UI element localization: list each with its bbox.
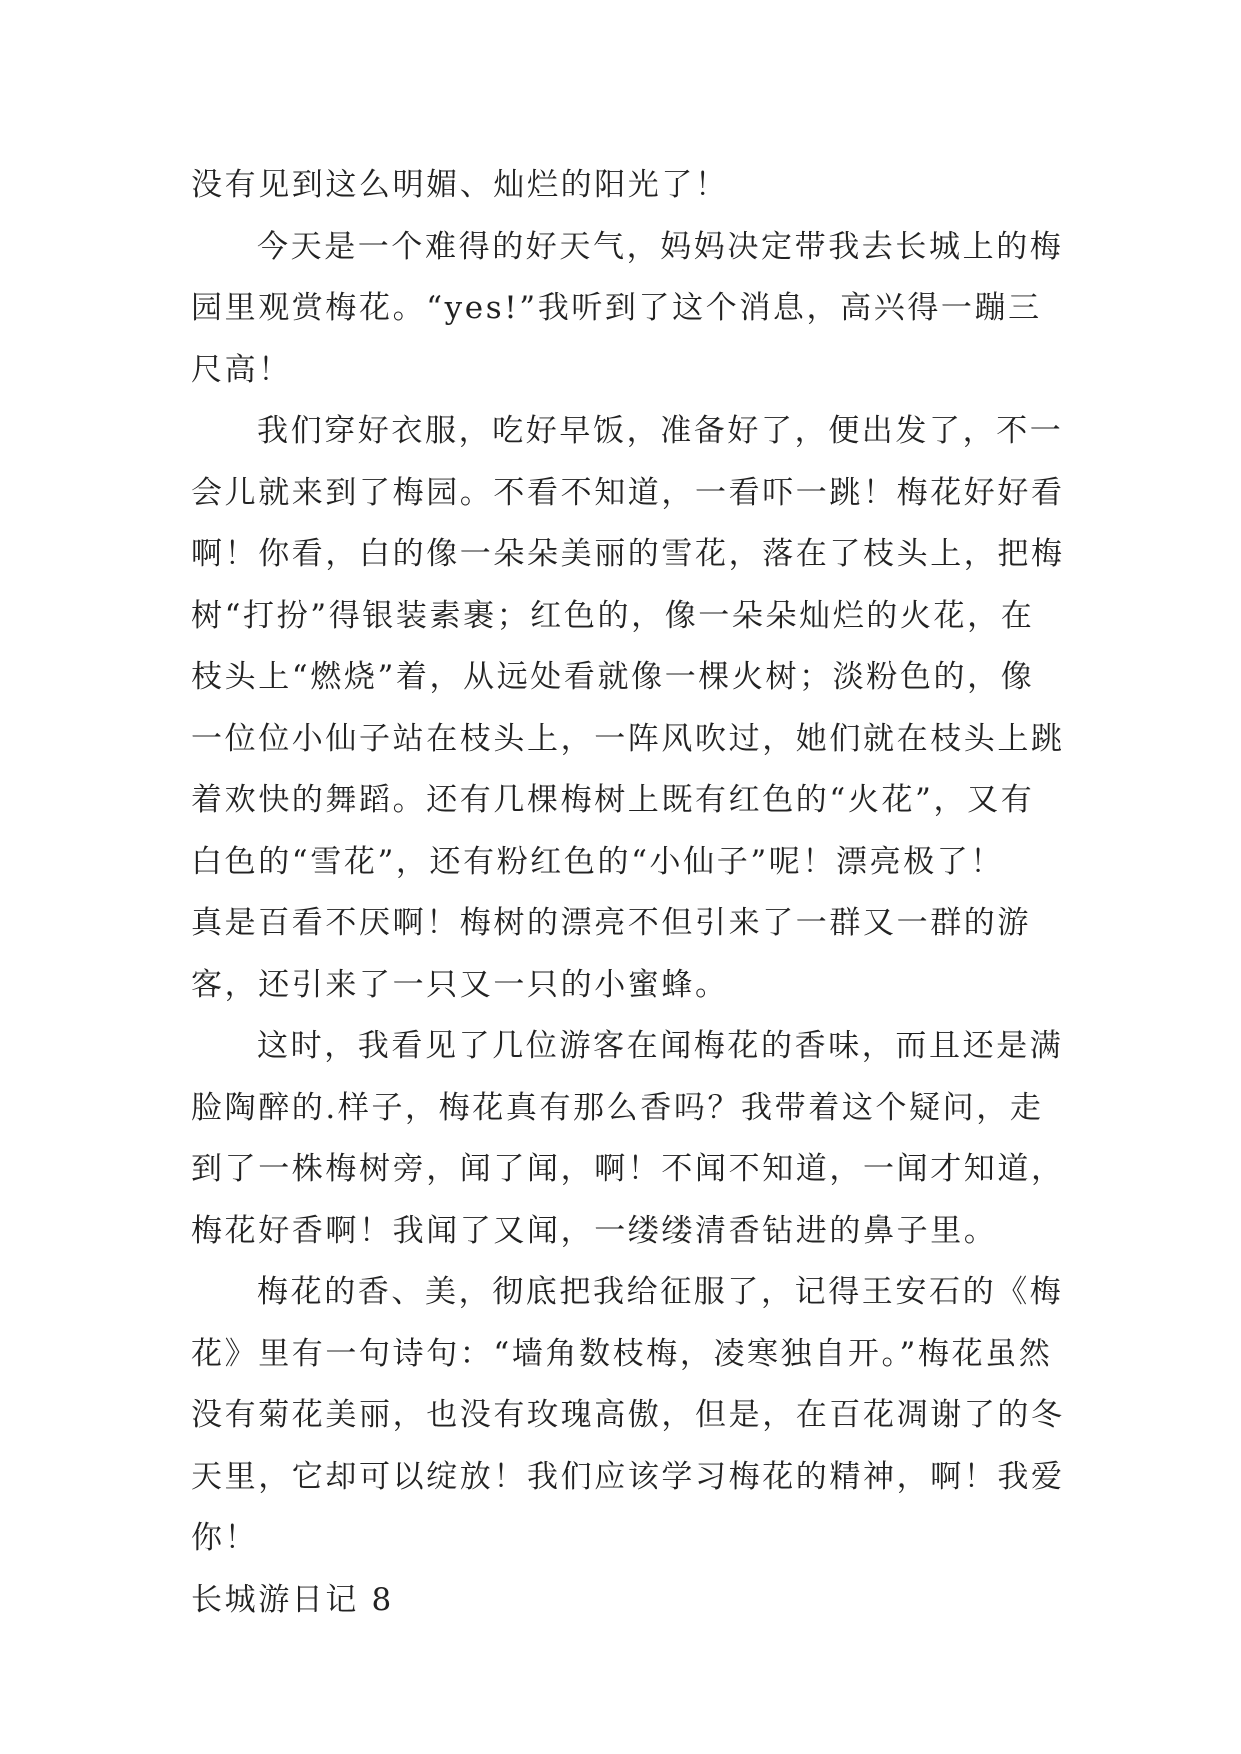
text-line: 真是百看不厌啊！梅树的漂亮不但引来了一群又一群的游 [191, 905, 1031, 941]
text-line: 着欢快的舞蹈。还有几棵梅树上既有红色的“火花”，又有 [191, 782, 1035, 818]
text-line: 没有菊花美丽，也没有玫瑰高傲，但是，在百花凋谢了的冬 [191, 1397, 1065, 1433]
text-line: 尺高！ [191, 351, 292, 388]
text-line: 到了一株梅树旁，闻了闻，啊！不闻不知道，一闻才知道， [191, 1151, 1065, 1187]
document-body [191, 155, 1071, 1631]
text-line: 脸陶醉的.样子，梅花真有那么香吗？我带着这个疑问，走 [191, 1089, 1044, 1126]
text-line: 啊！你看，白的像一朵朵美丽的雪花，落在了枝头上，把梅 [191, 536, 1065, 572]
text-line: 梅花的香、美，彻底把我给征服了，记得王安石的《梅 [257, 1274, 1064, 1310]
text-line: 我们穿好衣服，吃好早饭，准备好了，便出发了，不一 [257, 413, 1064, 449]
paragraph-5 [191, 1262, 1071, 1570]
text-line: 没有见到这么明媚、灿烂的阳光了！ [191, 167, 729, 203]
text-line: 树“打扮”得银装素裹；红色的，像一朵朵灿烂的火花，在 [191, 597, 1035, 634]
text-line: 天里，它却可以绽放！我们应该学习梅花的精神，啊！我爱 [191, 1458, 1065, 1495]
text-line: 白色的“雪花”，还有粉红色的“小仙子”呢！漂亮极了！ [191, 843, 1004, 880]
text-line: 花》里有一句诗句：“墙角数枝梅，凌寒独自开。”梅花虽然 [191, 1335, 1053, 1372]
paragraph-1 [191, 155, 1071, 217]
text-line: 这时，我看见了几位游客在闻梅花的香味，而且还是满 [257, 1028, 1064, 1064]
text-line: 会儿就来到了梅园。不看不知道，一看吓一跳！梅花好好看 [191, 474, 1065, 511]
text-line: 枝头上“燃烧”着，从远处看就像一棵火树；淡粉色的，像 [191, 659, 1035, 695]
text-line: 园里观赏梅花。“yes!”我听到了这个消息，高兴得一蹦三 [191, 290, 1042, 326]
section-title: 长城游日记 8 [191, 1581, 394, 1618]
text-line: 今天是一个难得的好天气，妈妈决定带我去长城上的梅 [257, 228, 1064, 265]
text-line: 一位位小仙子站在枝头上，一阵风吹过，她们就在枝头上跳 [191, 720, 1065, 757]
text-line: 梅花好香啊！我闻了又闻，一缕缕清香钻进的鼻子里。 [191, 1212, 998, 1249]
paragraph-4 [191, 1016, 1071, 1262]
text-line: 客，还引来了一只又一只的小蜜蜂。 [191, 966, 729, 1003]
paragraph-3 [191, 401, 1071, 1016]
text-line: 你！ [191, 1520, 259, 1556]
paragraph-2 [191, 217, 1071, 402]
